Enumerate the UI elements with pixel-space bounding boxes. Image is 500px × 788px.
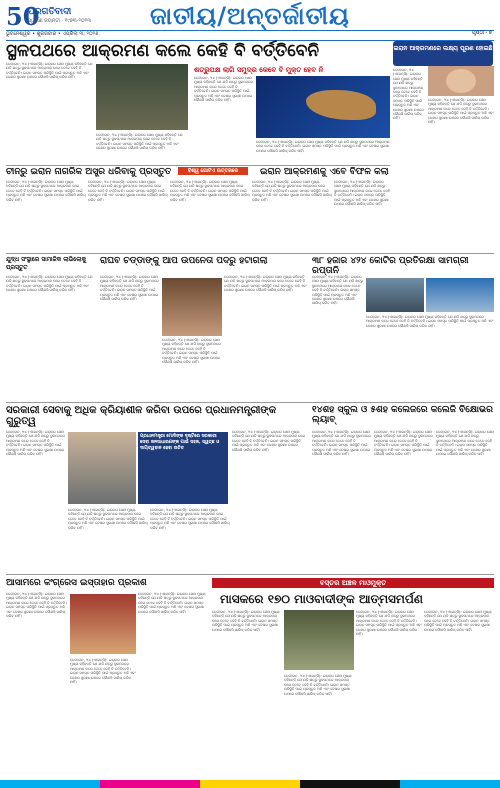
row2-left-headline: ଚୀନ୍‌ରୁ ଇରାନ ନାଗରିକ ଅସ୍ତ୍ର ଧରିବାକୁ ପ୍ରସ୍ତୁତ (6, 167, 172, 177)
photo-modi (68, 432, 136, 504)
row5-col-4: ତେହେରାନ, ୨ା୪ (ଏଜେନ୍ସି): ଇରାନର ସେନା ମୁଖ୍ୟ କହିଛନ୍ତି ଯେ ଯଦି ଶତ୍ରୁ ସ୍ଥଳପଥରେ ଆକ୍ରମଣ କରେ ତେବେ କେହି ବି ବର୍ତ୍ତିବେନି। ଇରାନ ସମସ୍ତ ପରିସ୍ଥିତି ପାଇଁ ପ୍ରସ୍ତୁତ ଅଛି ଏବଂ ଦେଶର ସୁରକ୍ଷା ଉପରେ କୌଣସି ସାଲିସ୍ କରିବ ନାହିଁ। (212, 610, 280, 632)
map-graphic (256, 76, 390, 138)
row4-col-2: ତେହେରାନ, ୨ା୪ (ଏଜେନ୍ସି): ଇରାନର ସେନା ମୁଖ୍ୟ କହିଛନ୍ତି ଯେ ଯଦି ଶତ୍ରୁ ସ୍ଥଳପଥରେ ଆକ୍ରମଣ କରେ ତେବେ କେହି ବି ବର୍ତ୍ତିବେନି। ଇରାନ ସମସ୍ତ ପରିସ୍ଥିତି ପାଇଁ ପ୍ରସ୍ତୁତ ଅଛି ଏବଂ ଦେଶର ସୁରକ୍ଷା ଉପରେ କୌଣସି ସାଲିସ୍ କରିବ ନାହିଁ। (68, 508, 148, 530)
right-box-headline (393, 41, 493, 66)
row3-headline-b: ରାଘବ ଚଡ୍ଡାଙ୍କୁ ଆପ ଉପନେତା ପଦରୁ ହଟାଗଲା (100, 256, 268, 266)
row5-left-headline: ଆସାମରେ କଂଗ୍ରେସ ଇସ୍ତାହାର ପ୍ରକାଶ (6, 578, 147, 588)
right-box-text: ଇରାନ ଆକ୍ରମଣରେ ଲକ୍ଷ୍ୟ ପୂରଣ ହୋଇଛି (393, 45, 493, 52)
photo-defence-1 (366, 278, 424, 312)
newspaper-name: ପ୍ରଗତିବାଦୀ (28, 7, 72, 17)
row2-strip: ବିଶ୍ୱ ଗୋଟିଏ ଉତ୍ତରରେ (178, 167, 248, 175)
row3-col-b2: ତେହେରାନ, ୨ା୪ (ଏଜେନ୍ସି): ଇରାନର ସେନା ମୁଖ୍ୟ କହିଛନ୍ତି ଯେ ଯଦି ଶତ୍ରୁ ସ୍ଥଳପଥରେ ଆକ୍ରମଣ କରେ ତେବେ କେହି ବି ବର୍ତ୍ତିବେନି। ଇରାନ ସମସ୍ତ ପରିସ୍ଥିତି ପାଇଁ ପ୍ରସ୍ତୁତ ଅଛି ଏବଂ ଦେଶର ସୁରକ୍ଷା ଉପରେ କୌଣସି ସାଲିସ୍ କରିବ ନାହିଁ। (162, 338, 221, 365)
right-col-1: ତେହେରାନ, ୨ା୪ (ଏଜେନ୍ସି): ଇରାନର ସେନା ମୁଖ୍ୟ କହିଛନ୍ତି ଯେ ଯଦି ଶତ୍ରୁ ସ୍ଥଳପଥରେ ଆକ୍ରମଣ କରେ ତେବେ କେହି ବି ବର୍ତ୍ତିବେନି। ଇରାନ ସମସ୍ତ ପରିସ୍ଥିତି ପାଇଁ ପ୍ରସ୍ତୁତ ଅଛି ଏବଂ ଦେଶର ସୁରକ୍ଷା ଉପରେ କୌଣସି ସାଲିସ୍ କରିବ ନାହିଁ। (393, 68, 424, 121)
row4-col-7: ତେହେରାନ, ୨ା୪ (ଏଜେନ୍ସି): ଇରାନର ସେନା ମୁଖ୍ୟ କହିଛନ୍ତି ଯେ ଯଦି ଶତ୍ରୁ ସ୍ଥଳପଥରେ ଆକ୍ରମଣ କରେ ତେବେ କେହି ବି ବର୍ତ୍ତିବେନି। ଇରାନ ସମସ୍ତ ପରିସ୍ଥିତି ପାଇଁ ପ୍ରସ୍ତୁତ ଅଛି ଏବଂ ଦେଶର ସୁରକ୍ଷା ଉପରେ କୌଣସି ସାଲିସ୍ କରିବ ନାହିଁ। (436, 430, 494, 457)
row4-headline-left: ସରକାରୀ ସେବାକୁ ଅଧିକ କ୍ରିୟାଶୀଳ କରିବା ଉପରେ ପ୍ରଧାନମନ୍ତ୍ରୀଙ୍କ ଗୁରୁତ୍ୱ (6, 405, 277, 427)
dateline: ଭୁବନେଶ୍ୱର • ଶୁକ୍ରବାର • ଏପ୍ରିଲ୍ ୩, ୨୦୨୬ (6, 30, 494, 41)
row4-col-3: ତେହେରାନ, ୨ା୪ (ଏଜେନ୍ସି): ଇରାନର ସେନା ମୁଖ୍ୟ କହିଛନ୍ତି ଯେ ଯଦି ଶତ୍ରୁ ସ୍ଥଳପଥରେ ଆକ୍ରମଣ କରେ ତେବେ କେହି ବି ବର୍ତ୍ତିବେନି। ଇରାନ ସମସ୍ତ ପରିସ୍ଥିତି ପାଇଁ ପ୍ରସ୍ତୁତ ଅଛି ଏବଂ ଦେଶର ସୁରକ୍ଷା ଉପରେ କୌଣସି ସାଲିସ୍ କରିବ ନାହିଁ। (150, 508, 230, 530)
row5-col-1: ତେହେରାନ, ୨ା୪ (ଏଜେନ୍ସି): ଇରାନର ସେନା ମୁଖ୍ୟ କହିଛନ୍ତି ଯେ ଯଦି ଶତ୍ରୁ ସ୍ଥଳପଥରେ ଆକ୍ରମଣ କରେ ତେବେ କେହି ବି ବର୍ତ୍ତିବେନି। ଇରାନ ସମସ୍ତ ପରିସ୍ଥିତି ପାଇଁ ପ୍ରସ୍ତୁତ ଅଛି ଏବଂ ଦେଶର ସୁରକ୍ଷା ଉପରେ କୌଣସି ସାଲିସ୍ କରିବ ନାହିଁ। (6, 592, 67, 619)
row3-col-b3: ତେହେରାନ, ୨ା୪ (ଏଜେନ୍ସି): ଇରାନର ସେନା ମୁଖ୍ୟ କହିଛନ୍ତି ଯେ ଯଦି ଶତ୍ରୁ ସ୍ଥଳପଥରେ ଆକ୍ରମଣ କରେ ତେବେ କେହି ବି ବର୍ତ୍ତିବେନି। ଇରାନ ସମସ୍ତ ପରିସ୍ଥିତି ପାଇଁ ପ୍ରସ୍ତୁତ ଅଛି ଏବଂ ଦେଶର ସୁରକ୍ଷା ଉପରେ କୌଣସି ସାଲିସ୍ କରିବ ନାହିଁ। (224, 275, 307, 293)
color-registration-bar (0, 780, 500, 788)
row5-col-6: ତେହେରାନ, ୨ା୪ (ଏଜେନ୍ସି): ଇରାନର ସେନା ମୁଖ୍ୟ କହିଛନ୍ତି ଯେ ଯଦି ଶତ୍ରୁ ସ୍ଥଳପଥରେ ଆକ୍ରମଣ କରେ ତେବେ କେହି ବି ବର୍ତ୍ତିବେନି। ଇରାନ ସମସ୍ତ ପରିସ୍ଥିତି ପାଇଁ ପ୍ରସ୍ତୁତ ଅଛି ଏବଂ ଦେଶର ସୁରକ୍ଷା ଉପରେ କୌଣସି ସାଲିସ୍ କରିବ ନାହିଁ। (356, 610, 422, 637)
pull-quote: ପ୍ରଧାନମନ୍ତ୍ରୀ ମୋଦିଙ୍କ ଦୃଷ୍ଟିରେ ସରକାରୀ ସେବା ଜନସାଧାରଣଙ୍କ ପାଇଁ ସହଜ, ସ୍ୱଚ୍ଛ ଓ ଦାୟିତ୍ୱବାନ ହେବା ଉଚିତ (138, 432, 228, 504)
row5-col-3: ତେହେରାନ, ୨ା୪ (ଏଜେନ୍ସି): ଇରାନର ସେନା ମୁଖ୍ୟ କହିଛନ୍ତି ଯେ ଯଦି ଶତ୍ରୁ ସ୍ଥଳପଥରେ ଆକ୍ରମଣ କରେ ତେବେ କେହି ବି ବର୍ତ୍ତିବେନି। ଇରାନ ସମସ୍ତ ପରିସ୍ଥିତି ପାଇଁ ପ୍ରସ୍ତୁତ ଅଛି ଏବଂ ଦେଶର ସୁରକ୍ଷା ଉପରେ କୌଣସି ସାଲିସ୍ କରିବ ନାହିଁ। (138, 592, 206, 614)
row2-col-3: ତେହେରାନ, ୨ା୪ (ଏଜେନ୍ସି): ଇରାନର ସେନା ମୁଖ୍ୟ କହିଛନ୍ତି ଯେ ଯଦି ଶତ୍ରୁ ସ୍ଥଳପଥରେ ଆକ୍ରମଣ କରେ ତେବେ କେହି ବି ବର୍ତ୍ତିବେନି। ଇରାନ ସମସ୍ତ ପରିସ୍ଥିତି ପାଇଁ ପ୍ରସ୍ତୁତ ଅଛି ଏବଂ ଦେଶର ସୁରକ୍ଷା ଉପରେ କୌଣସି ସାଲିସ୍ କରିବ ନାହିଁ। (170, 180, 250, 202)
photo-assam-congress (70, 594, 136, 654)
row3-col-b1: ତେହେରାନ, ୨ା୪ (ଏଜେନ୍ସି): ଇରାନର ସେନା ମୁଖ୍ୟ କହିଛନ୍ତି ଯେ ଯଦି ଶତ୍ରୁ ସ୍ଥଳପଥରେ ଆକ୍ରମଣ କରେ ତେବେ କେହି ବି ବର୍ତ୍ତିବେନି। ଇରାନ ସମସ୍ତ ପରିସ୍ଥିତି ପାଇଁ ପ୍ରସ୍ତୁତ ଅଛି ଏବଂ ଦେଶର ସୁରକ୍ଷା ଉପରେ କୌଣସି ସାଲିସ୍ କରିବ ନାହିଁ। (100, 275, 159, 302)
page-number: ପୃଷ୍ଠା - ୭ (472, 30, 492, 36)
divider (6, 165, 390, 166)
row4-col-6: ତେହେରାନ, ୨ା୪ (ଏଜେନ୍ସି): ଇରାନର ସେନା ମୁଖ୍ୟ କହିଛନ୍ତି ଯେ ଯଦି ଶତ୍ରୁ ସ୍ଥଳପଥରେ ଆକ୍ରମଣ କରେ ତେବେ କେହି ବି ବର୍ତ୍ତିବେନି। ଇରାନ ସମସ୍ତ ପରିସ୍ଥିତି ପାଇଁ ପ୍ରସ୍ତୁତ ଅଛି ଏବଂ ଦେଶର ସୁରକ୍ଷା ଉପରେ କୌଣସି ସାଲିସ୍ କରିବ ନାହିଁ। (374, 430, 433, 457)
row5-col-7: ତେହେରାନ, ୨ା୪ (ଏଜେନ୍ସି): ଇରାନର ସେନା ମୁଖ୍ୟ କହିଛନ୍ତି ଯେ ଯଦି ଶତ୍ରୁ ସ୍ଥଳପଥରେ ଆକ୍ରମଣ କରେ ତେବେ କେହି ବି ବର୍ତ୍ତିବେନି। ଇରାନ ସମସ୍ତ ପରିସ୍ଥିତି ପାଇଁ ପ୍ରସ୍ତୁତ ଅଛି ଏବଂ ଦେଶର ସୁରକ୍ଷା ଉପରେ କୌଣସି ସାଲିସ୍ କରିବ ନାହିଁ। (424, 610, 492, 632)
row3-col-c2: ତେହେରାନ, ୨ା୪ (ଏଜେନ୍ସି): ଇରାନର ସେନା ମୁଖ୍ୟ କହିଛନ୍ତି ଯେ ଯଦି ଶତ୍ରୁ ସ୍ଥଳପଥରେ ଆକ୍ରମଣ କରେ ତେବେ କେହି ବି ବର୍ତ୍ତିବେନି। ଇରାନ ସମସ୍ତ ପରିସ୍ଥିତି ପାଇଁ ପ୍ରସ୍ତୁତ ଅଛି ଏବଂ ଦେଶର ସୁରକ୍ଷା ଉପରେ କୌଣସି ସାଲିସ୍ କରିବ ନାହିଁ। (366, 315, 494, 328)
section-title: ଜାତୀୟ/ଅନ୍ତର୍ଜାତୀୟ (150, 2, 350, 30)
lead-col-2: ତେହେରାନ, ୨ା୪ (ଏଜେନ୍ସି): ଇରାନର ସେନା ମୁଖ୍ୟ କହିଛନ୍ତି ଯେ ଯଦି ଶତ୍ରୁ ସ୍ଥଳପଥରେ ଆକ୍ରମଣ କରେ ତେବେ କେହି ବି ବର୍ତ୍ତିବେନି। ଇରାନ ସମସ୍ତ ପରିସ୍ଥିତି ପାଇଁ ପ୍ରସ୍ତୁତ ଅଛି ଏବଂ ଦେଶର ସୁରକ୍ଷା ଉପରେ କୌଣସି ସାଲିସ୍ କରିବ ନାହିଁ। (96, 133, 183, 151)
row3-col-c1: ତେହେରାନ, ୨ା୪ (ଏଜେନ୍ସି): ଇରାନର ସେନା ମୁଖ୍ୟ କହିଛନ୍ତି ଯେ ଯଦି ଶତ୍ରୁ ସ୍ଥଳପଥରେ ଆକ୍ରମଣ କରେ ତେବେ କେହି ବି ବର୍ତ୍ତିବେନି। ଇରାନ ସମସ୍ତ ପରିସ୍ଥିତି ପାଇଁ ପ୍ରସ୍ତୁତ ଅଛି ଏବଂ ଦେଶର ସୁରକ୍ଷା ଉପରେ କୌଣସି ସାଲିସ୍ କରିବ ନାହିଁ। (312, 275, 364, 306)
row5-right-headline: ମାସକରେ ୧୭୦ ମାଓବାଦୀଙ୍କ ଆତ୍ମସମର୍ପଣ (220, 592, 423, 606)
divider (6, 574, 494, 575)
row4-col-5: ତେହେରାନ, ୨ା୪ (ଏଜେନ୍ସି): ଇରାନର ସେନା ମୁଖ୍ୟ କହିଛନ୍ତି ଯେ ଯଦି ଶତ୍ରୁ ସ୍ଥଳପଥରେ ଆକ୍ରମଣ କରେ ତେବେ କେହି ବି ବର୍ତ୍ତିବେନି। ଇରାନ ସମସ୍ତ ପରିସ୍ଥିତି ପାଇଁ ପ୍ରସ୍ତୁତ ଅଛି ଏବଂ ଦେଶର ସୁରକ୍ଷା ଉପରେ କୌଣସି ସାଲିସ୍ କରିବ ନାହିଁ। (312, 430, 371, 457)
row2-col-1: ତେହେରାନ, ୨ା୪ (ଏଜେନ୍ସି): ଇରାନର ସେନା ମୁଖ୍ୟ କହିଛନ୍ତି ଯେ ଯଦି ଶତ୍ରୁ ସ୍ଥଳପଥରେ ଆକ୍ରମଣ କରେ ତେବେ କେହି ବି ବର୍ତ୍ତିବେନି। ଇରାନ ସମସ୍ତ ପରିସ୍ଥିତି ପାଇଁ ପ୍ରସ୍ତୁତ ଅଛି ଏବଂ ଦେଶର ସୁରକ୍ଷା ଉପରେ କୌଣସି ସାଲିସ୍ କରିବ ନାହିଁ। (6, 180, 86, 202)
lead-col-1: ତେହେରାନ, ୨ା୪ (ଏଜେନ୍ସି): ଇରାନର ସେନା ମୁଖ୍ୟ କହିଛନ୍ତି ଯେ ଯଦି ଶତ୍ରୁ ସ୍ଥଳପଥରେ ଆକ୍ରମଣ କରେ ତେବେ କେହି ବି ବର୍ତ୍ତିବେନି। ଇରାନ ସମସ୍ତ ପରିସ୍ଥିତି ପାଇଁ ପ୍ରସ୍ତୁତ ଅଛି ଏବଂ ଦେଶର ସୁରକ୍ଷା ଉପରେ କୌଣସି ସାଲିସ୍ କରିବ ନାହିଁ। (6, 62, 93, 80)
photo-raghav-chadha (162, 278, 222, 336)
photo-defence-2 (426, 278, 494, 312)
lead-col-3: ତେହେରାନ, ୨ା୪ (ଏଜେନ୍ସି): ଇରାନର ସେନା ମୁଖ୍ୟ କହିଛନ୍ତି ଯେ ଯଦି ଶତ୍ରୁ ସ୍ଥଳପଥରେ ଆକ୍ରମଣ କରେ ତେବେ କେହି ବି ବର୍ତ୍ତିବେନି। ଇରାନ ସମସ୍ତ ପରିସ୍ଥିତି ପାଇଁ ପ୍ରସ୍ତୁତ ଅଛି ଏବଂ ଦେଶର ସୁରକ୍ଷା ଉପରେ କୌଣସି ସାଲିସ୍ କରିବ ନାହିଁ। (194, 76, 253, 103)
row4-col-4: ତେହେରାନ, ୨ା୪ (ଏଜେନ୍ସି): ଇରାନର ସେନା ମୁଖ୍ୟ କହିଛନ୍ତି ଯେ ଯଦି ଶତ୍ରୁ ସ୍ଥଳପଥରେ ଆକ୍ରମଣ କରେ ତେବେ କେହି ବି ବର୍ତ୍ତିବେନି। ଇରାନ ସମସ୍ତ ପରିସ୍ଥିତି ପାଇଁ ପ୍ରସ୍ତୁତ ଅଛି ଏବଂ ଦେଶର ସୁରକ୍ଷା ଉପରେ କୌଣସି ସାଲିସ୍ କରିବ ନାହିଁ। (232, 430, 306, 452)
row4-headline-right: ୧୪ଶହ ସ୍କୁଲ ଓ ୫ଶହ କଲେଜରେ କଲେଜି ବିକ୍ଷୋଭର ଲ୍ୟାବ୍ (312, 405, 493, 425)
inset-headline: ଇରାନ ଆକ୍ରମଣକୁ ଏବେ ବିଫଳ କଲା (260, 167, 389, 177)
row3-col-a: ତେହେରାନ, ୨ା୪ (ଏଜେନ୍ସି): ଇରାନର ସେନା ମୁଖ୍ୟ କହିଛନ୍ତି ଯେ ଯଦି ଶତ୍ରୁ ସ୍ଥଳପଥରେ ଆକ୍ରମଣ କରେ ତେବେ କେହି ବି ବର୍ତ୍ତିବେନି। ଇରାନ ସମସ୍ତ ପରିସ୍ଥିତି ପାଇଁ ପ୍ରସ୍ତୁତ ଅଛି ଏବଂ ଦେଶର ସୁରକ୍ଷା ଉପରେ କୌଣସି ସାଲିସ୍ କରିବ ନାହିଁ। (6, 275, 93, 293)
lead-subheadline: ଶତ୍ରୁପକ୍ଷ ଲାଗି ସମୁଦ୍ର କେବେ ବି ମୁକ୍ତ ହେବ ନି (194, 66, 324, 74)
map-land-shape (306, 90, 376, 120)
row5-col-2: ତେହେରାନ, ୨ା୪ (ଏଜେନ୍ସି): ଇରାନର ସେନା ମୁଖ୍ୟ କହିଛନ୍ତି ଯେ ଯଦି ଶତ୍ରୁ ସ୍ଥଳପଥରେ ଆକ୍ରମଣ କରେ ତେବେ କେହି ବି ବର୍ତ୍ତିବେନି। ଇରାନ ସମସ୍ତ ପରିସ୍ଥିତି ପାଇଁ ପ୍ରସ୍ତୁତ ଅଛି ଏବଂ ଦେଶର ସୁରକ୍ଷା ଉପରେ କୌଣସି ସାଲିସ୍ କରିବ ନାହିଁ। (70, 658, 136, 685)
logo-subtitle: ସ୍ୱର୍ଣ୍ଣ ଜୟନ୍ତୀ · ୧୯୭୩-୨୦୨୩ (28, 18, 92, 24)
row4-col-1: ତେହେରାନ, ୨ା୪ (ଏଜେନ୍ସି): ଇରାନର ସେନା ମୁଖ୍ୟ କହିଛନ୍ତି ଯେ ଯଦି ଶତ୍ରୁ ସ୍ଥଳପଥରେ ଆକ୍ରମଣ କରେ ତେବେ କେହି ବି ବର୍ତ୍ତିବେନି। ଇରାନ ସମସ୍ତ ପରିସ୍ଥିତି ପାଇଁ ପ୍ରସ୍ତୁତ ଅଛି ଏବଂ ଦେଶର ସୁରକ୍ଷା ଉପରେ କୌଣସି ସାଲିସ୍ କରିବ ନାହିଁ। (6, 430, 65, 457)
row5-col-5: ତେହେରାନ, ୨ା୪ (ଏଜେନ୍ସି): ଇରାନର ସେନା ମୁଖ୍ୟ କହିଛନ୍ତି ଯେ ଯଦି ଶତ୍ରୁ ସ୍ଥଳପଥରେ ଆକ୍ରମଣ କରେ ତେବେ କେହି ବି ବର୍ତ୍ତିବେନି। ଇରାନ ସମସ୍ତ ପରିସ୍ଥିତି ପାଇଁ ପ୍ରସ୍ତୁତ ଅଛି ଏବଂ ଦେଶର ସୁରକ୍ଷା ଉପରେ କୌଣସି ସାଲିସ୍ କରିବ ନାହିଁ। (284, 674, 352, 696)
photo-maoists (284, 610, 354, 670)
right-col-2: ତେହେରାନ, ୨ା୪ (ଏଜେନ୍ସି): ଇରାନର ସେନା ମୁଖ୍ୟ କହିଛନ୍ତି ଯେ ଯଦି ଶତ୍ରୁ ସ୍ଥଳପଥରେ ଆକ୍ରମଣ କରେ ତେବେ କେହି ବି ବର୍ତ୍ତିବେନି। ଇରାନ ସମସ୍ତ ପରିସ୍ଥିତି ପାଇଁ ପ୍ରସ୍ତୁତ ଅଛି ଏବଂ ଦେଶର ସୁରକ୍ଷା ଉପରେ କୌଣସି ସାଲିସ୍ କରିବ ନାହିଁ। (428, 98, 494, 125)
photo-trump (428, 66, 494, 96)
row5-banner: ବସ୍ତର ଅଞ୍ଚଳ ମାଓମୁକ୍ତ (212, 578, 494, 588)
logo-number: 50 (6, 2, 40, 31)
row3-headline-c: ୩୮ ହଜାର ୪୨୪ କୋଟିର ପ୍ରତିରକ୍ଷା ସାମଗ୍ରୀ ରପ୍ତାନି (312, 256, 469, 276)
row3-headline-a: ଯୁଦ୍ଧ ସଂସ୍ଥାରେ ସାମାଜିକ ଲାଭିଲୋକୁ ପ୍ରସ୍ତୁତ (6, 256, 87, 271)
row2-col-5: ତେହେରାନ, ୨ା୪ (ଏଜେନ୍ସି): ଇରାନର ସେନା ମୁଖ୍ୟ କହିଛନ୍ତି ଯେ ଯଦି ଶତ୍ରୁ ସ୍ଥଳପଥରେ ଆକ୍ରମଣ କରେ ତେବେ କେହି ବି ବର୍ତ୍ତିବେନି। ଇରାନ ସମସ୍ତ ପରିସ୍ଥିତି ପାଇଁ ପ୍ରସ୍ତୁତ ଅଛି ଏବଂ ଦେଶର ସୁରକ୍ଷା ଉପରେ କୌଣସି ସାଲିସ୍ କରିବ ନାହିଁ। (334, 180, 390, 207)
face-shape (446, 69, 476, 93)
lead-headline: ସ୍ଥଳପଥରେ ଆକ୍ରମଣ କଲେ କେହି ବି ବର୍ତ୍ତିବେନି (6, 41, 320, 61)
lead-col-4: ତେହେରାନ, ୨ା୪ (ଏଜେନ୍ସି): ଇରାନର ସେନା ମୁଖ୍ୟ କହିଛନ୍ତି ଯେ ଯଦି ଶତ୍ରୁ ସ୍ଥଳପଥରେ ଆକ୍ରମଣ କରେ ତେବେ କେହି ବି ବର୍ତ୍ତିବେନି। ଇରାନ ସମସ୍ତ ପରିସ୍ଥିତି ପାଇଁ ପ୍ରସ୍ତୁତ ଅଛି ଏବଂ ଦେଶର ସୁରକ୍ଷା ଉପରେ କୌଣସି ସାଲିସ୍ କରିବ ନାହିଁ। (256, 140, 390, 153)
divider (6, 402, 494, 403)
divider (6, 253, 494, 254)
row2-col-4: ତେହେରାନ, ୨ା୪ (ଏଜେନ୍ସି): ଇରାନର ସେନା ମୁଖ୍ୟ କହିଛନ୍ତି ଯେ ଯଦି ଶତ୍ରୁ ସ୍ଥଳପଥରେ ଆକ୍ରମଣ କରେ ତେବେ କେହି ବି ବର୍ତ୍ତିବେନି। ଇରାନ ସମସ୍ତ ପରିସ୍ଥିତି ପାଇଁ ପ୍ରସ୍ତୁତ ଅଛି ଏବଂ ଦେଶର ସୁରକ୍ଷା ଉପରେ କୌଣସି ସାଲିସ୍ କରିବ ନାହିଁ। (252, 180, 332, 202)
lead-photo-military (96, 64, 188, 130)
row2-col-2: ତେହେରାନ, ୨ା୪ (ଏଜେନ୍ସି): ଇରାନର ସେନା ମୁଖ୍ୟ କହିଛନ୍ତି ଯେ ଯଦି ଶତ୍ରୁ ସ୍ଥଳପଥରେ ଆକ୍ରମଣ କରେ ତେବେ କେହି ବି ବର୍ତ୍ତିବେନି। ଇରାନ ସମସ୍ତ ପରିସ୍ଥିତି ପାଇଁ ପ୍ରସ୍ତୁତ ଅଛି ଏବଂ ଦେଶର ସୁରକ୍ଷା ଉପରେ କୌଣସି ସାଲିସ୍ କରିବ ନାହିଁ। (88, 180, 168, 202)
